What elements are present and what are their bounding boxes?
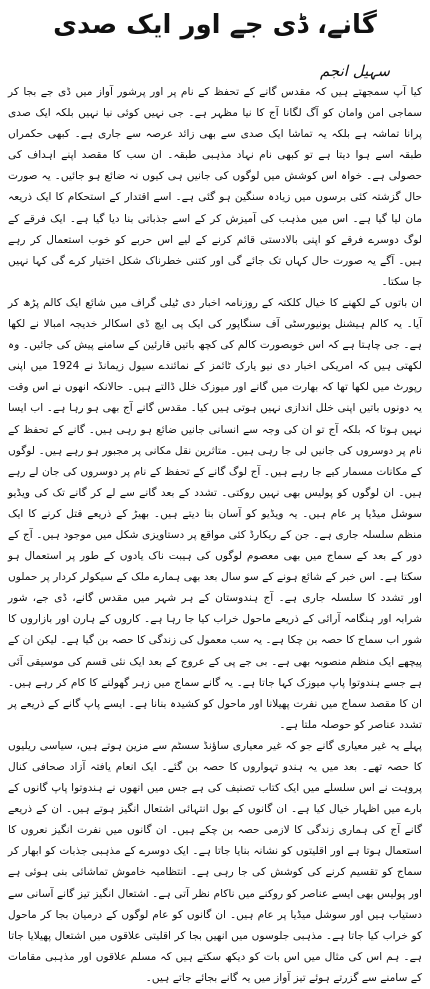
article-title: گانے، ڈی جے اور ایک صدی — [53, 10, 377, 40]
article-body — [8, 82, 423, 984]
article-paragraph-1: کیا آپ سمجھتے ہیں کہ مقدس گانے کے تحفظ کے نام پر اور پرشور آواز میں ڈی جے بجا کر سماجی امن وامان کو آگ لگانا آج کا نیا مظہر ہے۔ جی نہیں کوئی نیا نہیں بلکہ ایک صدی پرانا تماشہ ہے بلکہ یہ تماشا ایک صدی سے بھی زائد عرصہ سے جاری ہے۔ کبھی حکمراں طبقہ اسے ہوا دیتا ہے تو کبھی نام نہاد مذہبی طبقہ۔ ان سب کا مقصد اپنے اہداف کی حصولی ہے۔ خواہ اس کوشش میں لوگوں کی جانیں ہی کیوں نہ ضائع ہو جائیں۔ یہ صورت حال گزشتہ کئی برسوں میں زیادہ سنگین ہو گئی ہے۔ اسے اقتدار کے استحکام کا ایک ذریعہ مان لیا گیا ہے۔ اس میں مذہب کی آمیزش کر کے اسے جذباتی بنا دیا گیا ہے۔ ایک فرقے کے لوگ دوسرے فرقے کو اپنی بالادستی قائم کرنے کے لیے اس حربے کو خوب استعمال کر رہے ہیں۔ آگے یہ صورت حال کہاں تک جائے گی اور کتنی خطرناک شکل اختیار کرے گی کہا نہیں جا سکتا۔ — [8, 86, 422, 288]
article-paragraph-3: پہلے یہ غیر معیاری گانے جو کہ غیر معیاری ساؤنڈ سسٹم سے مزین ہوتے ہیں، سیاسی ریلیوں کا حصہ تھے۔ بعد میں یہ ہندو تہواروں کا حصہ بن گئے۔ ایک انعام یافتہ آزاد صحافی کنال پروہت نے اس سلسلے میں ایک کتاب تصنیف کی ہے جس میں انھوں نے ہندوتوا پاپ گانوں کے بارے میں اظہار خیال کیا ہے۔ ان گانوں کے بول انتہائی اشتعال انگیز ہوتے ہیں۔ ان کے ذریعے گانے آج کی ہماری زندگی کا لازمی حصہ بن چکے ہیں۔ ان گانوں میں نفرت انگیز نعروں کا استعمال ہوتا ہے اور اقلیتوں کو نشانہ بنایا جاتا ہے۔ ایک دوسرے کے مذہبی جذبات کو ابھار کر سماج کو تقسیم کرنے کی کوشش کی جا رہی ہے۔ انتظامیہ خاموش تماشائی بنی ہوئی ہے اور پولیس بھی ایسے عناصر کو روکنے میں ناکام نظر آتی ہے۔ اشتعال انگیز تیز گانے آسانی سے دستیاب ہیں اور سوشل میڈیا پر عام ہیں۔ ان گانوں کو عام لوگوں کے درمیان بجا کر ماحول کو خراب کیا جاتا ہے۔ مذہبی جلوسوں میں انھیں بجا کر اقلیتی علاقوں میں اشتعال پھیلایا جاتا ہے۔ ہم اس کی مثال میں اس بات کو دیکھ سکتے ہیں کہ مسلم علاقوں اور مذہبی مقامات کے سامنے سے گزرتے ہوئے تیز آواز میں یہ گانے بجائے جاتے ہیں۔ — [8, 739, 422, 984]
article-byline: سہیل انجم — [319, 62, 390, 80]
article-paragraph-2: ان باتوں کے لکھنے کا خیال کلکتہ کے روزنامہ اخبار دی ٹیلی گراف میں شائع ایک کالم پڑھ کر آیا۔ یہ کالم ہیشنل یونیورسٹی آف سنگاپور کی ایک پی ایچ ڈی اسکالر خدیجہ امبالا نے لکھا ہے۔ جی چاہتا ہے کہ اس خوبصورت کالم کی کچھ باتیں قارئین کے سامنے پیش کی جائیں۔ وہ لکھتی ہیں کہ امریکی اخبار دی نیو یارک ٹائمز کے نمائندے سیول زیمانڈ نے 1924 میں اپنی رپورٹ میں لکھا تھا کہ بھارت میں گانے اور میوزک خلل ڈالتے ہیں۔ حالانکہ انھوں نے اس وقت یہ دونوں باتیں اپنی خلل اندازی نہیں ہوتی ہیں کیا۔ مقدس گانے آج بھی ہو رہا ہے۔ اب ایسا نہیں ہوتا کہ بلکہ آج تو ان کی وجہ سے انسانی جانیں ضائع ہو رہی ہیں۔ گانے کے تحفظ کے نام پر دوسروں کی جانیں لی جا رہی ہیں۔ متاثرین نقل مکانی پر مجبور ہو رہے ہیں۔ لوگوں کے مکانات مسمار کیے جا رہے ہیں۔ آج لوگ گانے کے تحفظ کے نام پر دوسروں کی جان لے رہے ہیں۔ ان لوگوں کو پولیس بھی نہیں روکتی۔ تشدد کے بعد گانے سے لے کر گانے تک کی ویڈیو سوشل میڈیا پر عام ہیں۔ یہ ویڈیو کو آسان بنا دیتے ہیں۔ بھیڑ کے ذریعے قتل کرنے کا ایک منظم سلسلہ جاری ہے۔ جن کے ریکارڈ کئی مواقع پر دستاویزی شکل میں موجود ہیں۔ آج کے دور کے بعد کے سماج میں بھی معصوم لوگوں کی ہیبت ناک یادوں کے طور پر استعمال ہو سکتا ہے۔ اس خبر کے شائع ہونے کے سو سال بعد بھی ہمارے ملک کے سیکولر کردار پر حملوں اور تشدد کا سلسلہ جاری ہے۔ آج ہندوستان کے ہر شہر میں مقدس گانے، ڈی جے، شور شرابہ اور ہنگامہ آرائی کے ذریعے ماحول خراب کیا جا رہا ہے۔ کاروں کے ہارن اور بازاروں کا شور اب سماج کا حصہ بن چکا ہے۔ یہ سب معمول کی زندگی کا حصہ بن گیا ہے۔ لیکن ان کے پیچھے ایک منظم منصوبہ بھی ہے۔ بی جے پی کے عروج کے بعد ایک نئی قسم کی موسیقی آئی ہے جسے ہندوتوا پاپ میوزک کہا جاتا ہے۔ یہ گانے سماج میں زہر گھولنے کا کام کر رہے ہیں۔ ان کا مقصد سماج میں نفرت پھیلانا اور ماحول کو کشیدہ بنانا ہے۔ ایسے پاپ گانے کے ذریعے پر تشدد عناصر کو حوصلہ ملتا ہے۔ — [8, 296, 423, 731]
